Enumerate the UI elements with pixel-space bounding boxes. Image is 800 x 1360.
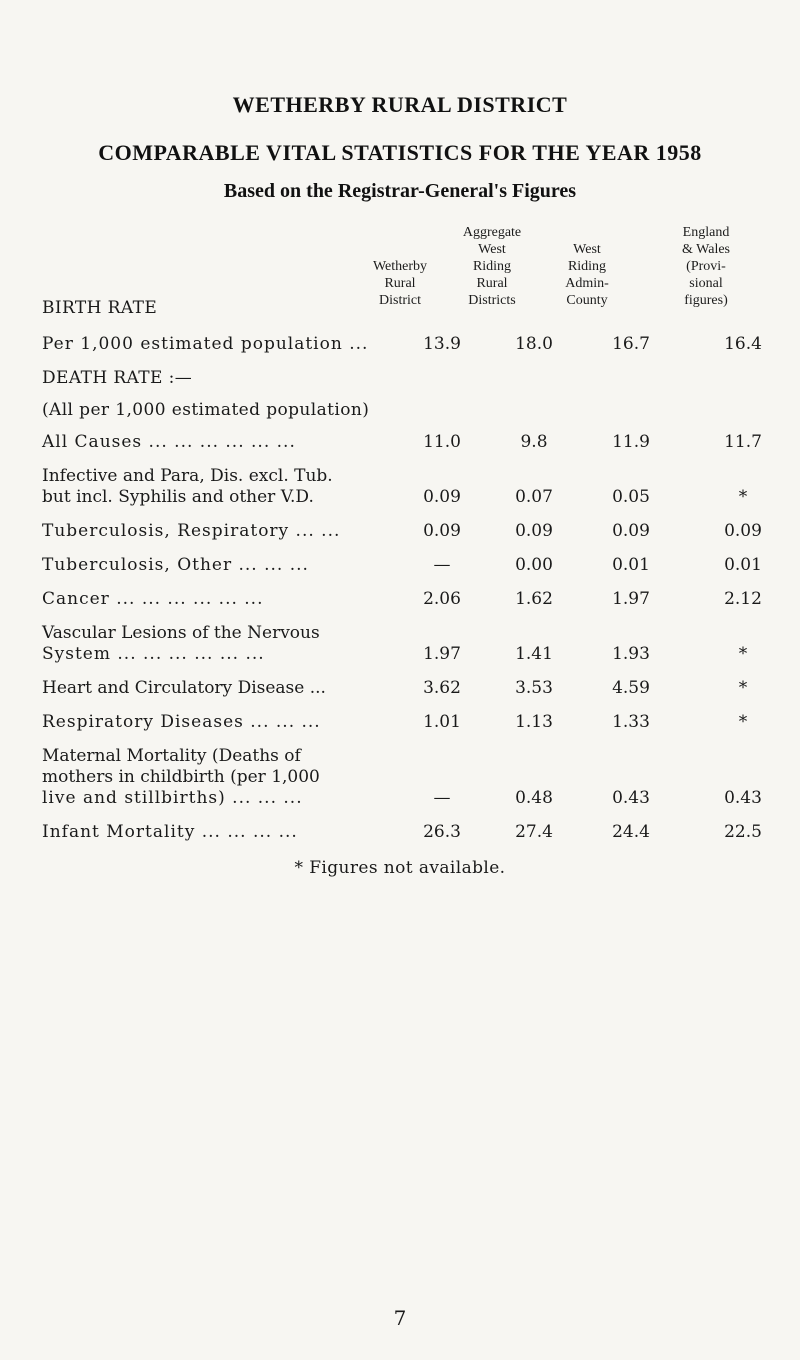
column-header-aggregate [446,224,538,309]
column-header-line: & Wales [682,242,730,257]
document-title: WETHERBY RURAL DISTRICT [232,92,568,117]
row-label [42,432,412,453]
column-header-west-riding [542,241,632,309]
value-cell: 11.7 [724,432,762,452]
value-cell: 13.9 [423,334,461,354]
column-header-line: Districts [468,293,516,308]
row-label-line: Infant Mortality ... ... ... ... [42,822,298,842]
column-header-england-wales [658,224,754,309]
column-header-line: England [682,225,730,240]
value-cell: 0.43 [612,788,650,808]
row-label-line: Respiratory Diseases ... ... ... [42,712,321,732]
value-cell: 0.09 [612,521,650,541]
value-cell: 0.43 [724,788,762,808]
row-label-line: Tuberculosis, Respiratory ... ... [42,521,341,541]
value-cell: 1.01 [423,712,461,732]
value-cell: 0.00 [515,555,553,575]
value-cell: 0.01 [612,555,650,575]
page-number: 7 [393,1306,407,1330]
column-header-line: Wetherby [372,259,428,274]
row-label-line: Heart and Circulatory Disease ... [42,678,326,698]
value-cell: 16.7 [612,334,650,354]
value-cell: 1.41 [515,644,553,664]
value-cell: 0.09 [423,521,461,541]
row-label [42,466,412,508]
row-label-line: Cancer ... ... ... ... ... ... [42,589,264,609]
value-cell: 3.53 [515,678,553,698]
value-cell: 26.3 [423,822,461,842]
value-cell: 0.01 [724,555,762,575]
value-cell: 2.12 [724,589,762,609]
birth-rate-heading: BIRTH RATE [42,298,158,318]
column-header-line: Aggregate [462,225,522,240]
value-cell: 1.13 [515,712,553,732]
value-cell: 9.8 [520,432,548,452]
column-header-line: figures) [684,293,728,308]
row-label [42,678,412,699]
row-label [42,623,412,665]
column-header-line: Riding [567,259,607,274]
value-cell: 0.09 [423,487,461,507]
value-cell: 1.93 [612,644,650,664]
value-cell: 1.62 [515,589,553,609]
column-header-line: District [379,293,421,308]
value-cell: * [738,678,748,698]
value-cell: 3.62 [423,678,461,698]
row-label [42,746,412,809]
row-label [42,334,412,355]
row-label [42,521,412,542]
value-cell: 4.59 [612,678,650,698]
column-header-line: County [566,293,608,308]
value-cell: 0.09 [724,521,762,541]
value-cell: 2.06 [423,589,461,609]
column-header-line: sional [689,276,723,291]
footnote: * Figures not available. [294,858,506,878]
value-cell: 11.9 [612,432,650,452]
value-cell: 18.0 [515,334,553,354]
row-label [42,555,412,576]
column-header-line: Riding [472,259,512,274]
row-label-line: live and stillbirths) ... ... ... [42,788,303,808]
value-cell: — [433,555,451,575]
document-subtitle: COMPARABLE VITAL STATISTICS FOR THE YEAR 1958 [98,140,702,165]
document-basis: Based on the Registrar-General's Figures [223,180,577,202]
row-label-line: All Causes ... ... ... ... ... ... [42,432,296,452]
value-cell: 16.4 [724,334,762,354]
row-label-line: Tuberculosis, Other ... ... ... [42,555,309,575]
value-cell: 0.09 [515,521,553,541]
row-label [42,589,412,610]
column-header-line: Rural [384,276,416,291]
row-label-line: but incl. Syphilis and other V.D. [42,487,314,507]
row-label-line: System ... ... ... ... ... ... [42,644,265,664]
value-cell: 1.33 [612,712,650,732]
column-header-wetherby [354,258,446,309]
value-cell: 1.97 [423,644,461,664]
value-cell: 11.0 [423,432,461,452]
value-cell: * [738,644,748,664]
column-header-line: Rural [476,276,508,291]
value-cell: 1.97 [612,589,650,609]
column-header-line: West [478,242,506,257]
value-cell: — [433,788,451,808]
value-cell: 22.5 [724,822,762,842]
row-label-line: Maternal Mortality (Deaths of [42,746,301,766]
row-label [42,822,412,843]
death-rate-heading: DEATH RATE :— [42,368,193,388]
death-rate-note: (All per 1,000 estimated population) [42,400,370,420]
value-cell: 0.07 [515,487,553,507]
row-label-line: Infective and Para, Dis. excl. Tub. [42,466,333,486]
row-label [42,712,412,733]
column-header-line: (Provi- [686,259,726,274]
column-header-line: Admin- [565,276,609,291]
value-cell: * [738,487,748,507]
row-label-line: Vascular Lesions of the Nervous [42,623,320,643]
value-cell: 0.48 [515,788,553,808]
value-cell: * [738,712,748,732]
row-label-line: mothers in childbirth (per 1,000 [42,767,320,787]
row-label-line: Per 1,000 estimated population ... [42,334,369,354]
column-header-line: West [573,242,601,257]
value-cell: 24.4 [612,822,650,842]
value-cell: 0.05 [612,487,650,507]
value-cell: 27.4 [515,822,553,842]
